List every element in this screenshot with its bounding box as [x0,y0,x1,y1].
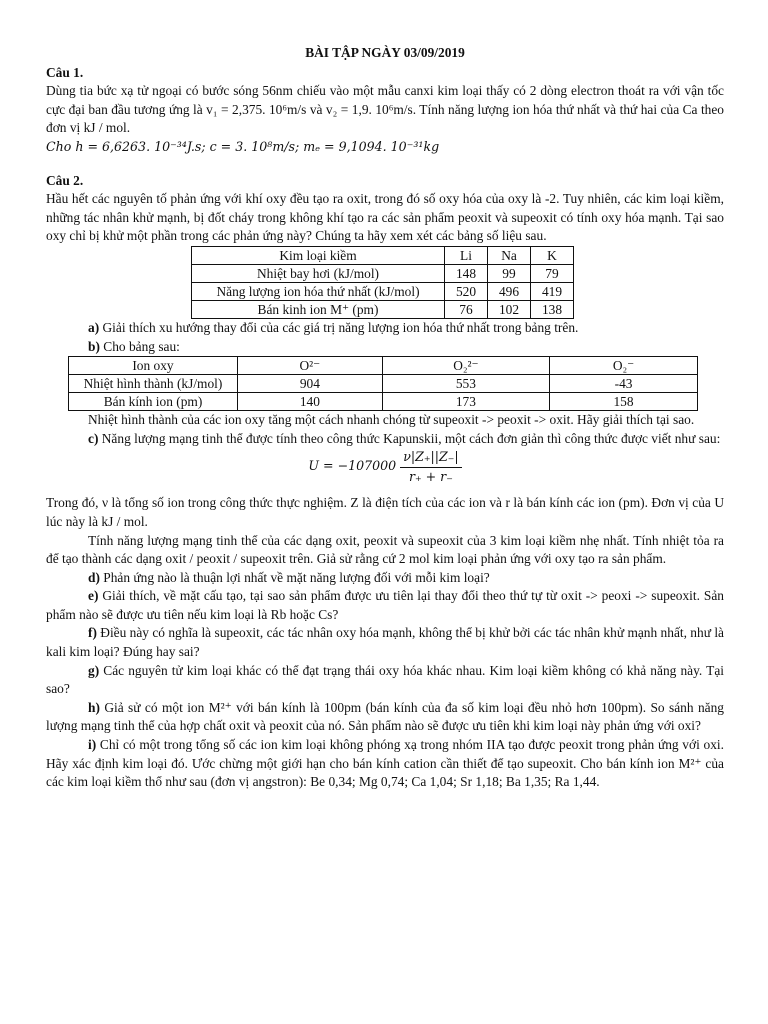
worksheet-page [46,44,724,792]
table-cell: 99 [488,264,531,282]
part-text: Điều này có nghĩa là supeoxit, các tác nhân oxy hóa mạnh, không thể bị khử bởi các tác nhân khử mạnh nhất, như là kali kim loại? Đúng hay sai? [46,625,724,660]
alkali-metal-table [191,246,574,319]
oxygen-ion-table [68,356,698,411]
part-c-task: Tính năng lượng mạng tinh thể của các dạng oxit, peoxit và supeoxit của 3 kim loại kiềm nhẹ nhất. Tính nhiệt tỏa ra để tạo thành các dạng oxit / peoxit / supeoxit trên. Giả sử rằng cứ 2 mol kim loại phản ứng với oxy tạo ra sản phẩm. [46,532,724,567]
table-cell: 520 [445,282,488,300]
part-c [46,430,724,449]
table-header-row [192,246,574,264]
table-row [69,393,698,411]
part-label: g) [88,662,100,678]
part-label: i) [88,737,97,753]
table-row [69,375,698,393]
part-label: d) [88,569,100,585]
question-1-body: Dùng tia bức xạ tử ngoại có bước sóng 56nm chiếu vào một mẫu canxi kim loại thấy có 2 dòng electron thoát ra với vận tốc cực đại ban đầu tương ứng là v₁ = 2,375. 10⁶m/s và v₂ = 1,9. 10⁶m/s. Tính năng lượng ion hóa thứ nhất và thứ hai của Ca theo đơn vị kJ / mol. [46,83,724,136]
table-header-cell: Li [445,246,488,264]
table-cell: 102 [488,300,531,318]
part-text: Năng lượng mạng tinh thể được tính theo công thức Kapunskii, một cách đơn giản thì công thức được viết như sau: [101,430,721,446]
table-header-cell: O₂²⁻ [382,357,549,375]
part-label: c) [88,430,99,446]
table-cell: 148 [445,264,488,282]
part-text: Các nguyên tử kim loại khác có thể đạt trạng thái oxy hóa khác nhau. Kim loại kiềm không có khả năng này. Tại sao? [46,662,724,697]
part-a [46,319,724,338]
table-header-cell: Na [488,246,531,264]
formula-lhs: U = −107000 [308,458,397,474]
question-2-heading: Câu 2. [46,172,84,188]
table-header-cell: Kim loại kiềm [192,246,445,264]
table-header-cell: O₂⁻ [550,357,698,375]
table-header-cell: O²⁻ [238,357,383,375]
table-cell: 553 [382,375,549,393]
table-cell: 904 [238,375,383,393]
part-h [46,699,724,736]
question-1-constants: Cho h = 6,6263. 10⁻³⁴J.s; c = 3. 10⁸m/s; mₑ = 9,1094. 10⁻³¹kg [46,138,440,154]
table-row [192,300,574,318]
table-header-cell: K [531,246,574,264]
formula-explanation: Trong đó, ν là tổng số ion trong công thức thực nghiệm. Z là điện tích của các ion và r là bán kính các ion (pm). Đơn vị của U lúc này là kJ / mol. [46,495,724,529]
table-cell: 419 [531,282,574,300]
table-cell: -43 [550,375,698,393]
table-cell: 138 [531,300,574,318]
table-cell: Bán kinh ion M⁺ (pm) [192,300,445,318]
table-header-cell: Ion oxy [69,357,238,375]
part-d [46,569,724,588]
table-cell: Năng lượng ion hóa thứ nhất (kJ/mol) [192,282,445,300]
table-cell: Bán kính ion (pm) [69,393,238,411]
table-cell: Nhiệt bay hơi (kJ/mol) [192,264,445,282]
table-row [192,264,574,282]
part-text: Chỉ có một trong tổng số các ion kim loại không phóng xạ trong nhóm IIA tạo được peoxit trong phản ứng với oxi. Hãy xác định kim loại đó. Ước chừng một giới hạn cho bán kính cation cần thiết để tạo supeoxit. Cho bán kính ion M²⁺ của các kim loại kiềm thổ như sau (đơn vị angstron): Be 0,34; Mg 0,74; Ca 1,04; Sr 1,18; Ba 1,35; Ra 1,44. [46,737,724,790]
table-cell: 79 [531,264,574,282]
part-text: Giải thích, về mặt cấu tạo, tại sao sản phẩm được ưu tiên lại thay đổi theo thứ tự từ oxit -> peoxi -> supeoxit. Sản phẩm nào sẽ được ưu tiên nếu kim loại là Rb hoặc Cs? [46,588,724,622]
part-label: e) [88,588,99,604]
table-cell: 140 [238,393,383,411]
page-title: BÀI TẬP NGÀY 03/09/2019 [305,45,465,60]
part-text: Giải thích xu hướng thay đổi của các giá trị năng lượng ion hóa thứ nhất trong bảng trên. [102,319,579,335]
formula-denominator: r₊ + r₋ [408,468,453,484]
table-cell: 76 [445,300,488,318]
part-b-followup: Nhiệt hình thành của các ion oxy tăng một cách nhanh chóng từ supeoxit -> peoxit -> oxit. Hãy giải thích tại sao. [88,412,695,428]
part-i [46,736,724,792]
table-header-row [69,357,698,375]
part-label: a) [88,319,100,335]
part-text: Cho bảng sau: [103,338,180,354]
part-f [46,624,724,661]
part-text: Phản ứng nào là thuận lợi nhất về mặt năng lượng đối với mỗi kim loại? [103,569,490,585]
part-g [46,662,724,699]
part-b [46,338,724,357]
table-cell: 173 [382,393,549,411]
formula-fraction [400,448,461,486]
table-cell: 158 [550,393,698,411]
part-text: Giả sử có một ion M²⁺ với bán kính là 100pm (bán kính của đa số kim loại đều nhỏ hơn 100pm). So sánh năng lượng mạng tinh thể của hợp chất oxit và peoxit của nó. Sản phẩm nào sẽ được ưu tiên khi kim loại này phản ứng với oxi? [46,699,724,734]
table-cell: 496 [488,282,531,300]
formula-numerator: ν|Z₊||Z₋| [400,448,461,468]
part-e [46,587,724,624]
spacer [46,157,724,172]
question-2-intro: Hầu hết các nguyên tố phản ứng với khí oxy đều tạo ra oxit, trong đó số oxy hóa của oxy là -2. Tuy nhiên, các kim loại kiềm, những tác nhân khử mạnh, bị đốt cháy trong không khí tạo ra các sản phẩm peoxit và supeoxit có tính oxy hóa mạnh. Tại sao oxy chỉ bị khử một phần trong các phản ứng này? Chúng ta hãy xem xét các bảng số liệu sau. [46,191,724,244]
part-label: b) [88,338,100,354]
part-label: h) [88,699,100,715]
part-label: f) [88,625,97,641]
question-1-heading: Câu 1. [46,64,84,80]
table-cell: Nhiệt hình thành (kJ/mol) [69,375,238,393]
kapustinskii-formula [46,448,724,494]
table-row [192,282,574,300]
